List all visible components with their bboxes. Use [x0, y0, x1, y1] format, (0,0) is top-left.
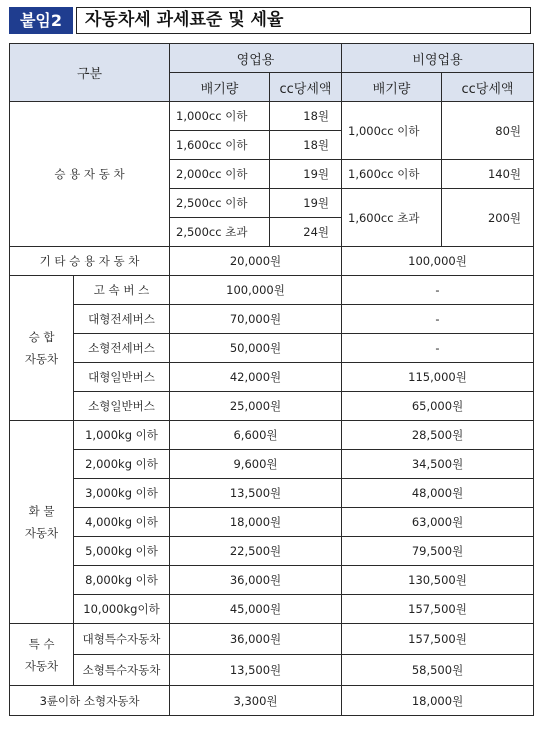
passenger-nonbusiness-tax: 200원 — [442, 189, 534, 247]
special-type: 소형특수자동차 — [74, 655, 170, 686]
tax-rate-table — [9, 43, 534, 716]
truck-nonbusiness: 34,500원 — [342, 450, 534, 479]
van-business: 100,000원 — [170, 276, 342, 305]
passenger-business-tax: 18원 — [270, 131, 342, 160]
title-bar — [9, 7, 531, 34]
truck-category-label — [10, 421, 74, 624]
table-row — [10, 305, 534, 334]
table-row — [10, 450, 534, 479]
other-passenger-nonbusiness: 100,000원 — [342, 247, 534, 276]
table-row — [10, 655, 534, 686]
special-label-line1: 특 수 — [28, 636, 55, 651]
table-row — [10, 537, 534, 566]
passenger-nonbusiness-tax: 140원 — [442, 160, 534, 189]
table-row — [10, 595, 534, 624]
truck-label-line1: 화 물 — [28, 504, 55, 518]
passenger-business-tax: 18원 — [270, 102, 342, 131]
van-nonbusiness: 115,000원 — [342, 363, 534, 392]
passenger-business-tax: 19원 — [270, 160, 342, 189]
title-box — [76, 7, 531, 34]
passenger-business-displacement: 2,500cc 이하 — [170, 189, 270, 218]
header-business-tax-per-cc: cc당세액 — [270, 73, 342, 102]
header-business-displacement: 배기량 — [170, 73, 270, 102]
truck-type: 10,000kg이하 — [74, 595, 170, 624]
van-nonbusiness: 65,000원 — [342, 392, 534, 421]
table-row — [10, 363, 534, 392]
van-nonbusiness: - — [342, 334, 534, 363]
special-label-line2: 자동차 — [24, 658, 59, 673]
passenger-business-tax: 19원 — [270, 189, 342, 218]
three-wheel-label: 3륜이하 소형자동차 — [10, 686, 170, 716]
special-type: 대형특수자동차 — [74, 624, 170, 655]
van-business: 25,000원 — [170, 392, 342, 421]
truck-label-line2: 자동차 — [24, 526, 59, 540]
passenger-nonbusiness-displacement: 1,600cc 초과 — [342, 189, 442, 247]
header-nonbusiness: 비영업용 — [342, 44, 534, 73]
attachment-badge: 붙임2 — [9, 7, 73, 34]
special-category-label — [10, 624, 74, 686]
header-category: 구분 — [10, 44, 170, 102]
table-row — [10, 102, 534, 131]
special-nonbusiness: 58,500원 — [342, 655, 534, 686]
van-type: 고 속 버 스 — [74, 276, 170, 305]
header-nonbusiness-tax-per-cc: cc당세액 — [442, 73, 534, 102]
table-row — [10, 479, 534, 508]
truck-type: 1,000kg 이하 — [74, 421, 170, 450]
truck-business: 22,500원 — [170, 537, 342, 566]
van-label-line1: 승 합 — [28, 330, 55, 344]
van-business: 42,000원 — [170, 363, 342, 392]
van-type: 소형전세버스 — [74, 334, 170, 363]
truck-type: 5,000kg 이하 — [74, 537, 170, 566]
table-row — [10, 624, 534, 655]
van-nonbusiness: - — [342, 305, 534, 334]
table-row — [10, 334, 534, 363]
truck-nonbusiness: 48,000원 — [342, 479, 534, 508]
truck-nonbusiness: 79,500원 — [342, 537, 534, 566]
table-row — [10, 686, 534, 716]
other-passenger-business: 20,000원 — [170, 247, 342, 276]
passenger-business-tax: 24원 — [270, 218, 342, 247]
passenger-business-displacement: 2,000cc 이하 — [170, 160, 270, 189]
truck-type: 8,000kg 이하 — [74, 566, 170, 595]
truck-business: 36,000원 — [170, 566, 342, 595]
special-business: 36,000원 — [170, 624, 342, 655]
truck-nonbusiness: 28,500원 — [342, 421, 534, 450]
three-wheel-business: 3,300원 — [170, 686, 342, 716]
table-row — [10, 276, 534, 305]
table-row — [10, 508, 534, 537]
header-nonbusiness-displacement: 배기량 — [342, 73, 442, 102]
page-title: 자동차세 과세표준 및 세율 — [85, 10, 284, 30]
truck-type: 2,000kg 이하 — [74, 450, 170, 479]
truck-business: 9,600원 — [170, 450, 342, 479]
table-row — [10, 421, 534, 450]
passenger-business-displacement: 1,000cc 이하 — [170, 102, 270, 131]
van-label-line2: 자동차 — [24, 352, 59, 366]
truck-nonbusiness: 130,500원 — [342, 566, 534, 595]
header-business: 영업용 — [170, 44, 342, 73]
truck-business: 45,000원 — [170, 595, 342, 624]
truck-type: 4,000kg 이하 — [74, 508, 170, 537]
truck-nonbusiness: 157,500원 — [342, 595, 534, 624]
table-row — [10, 392, 534, 421]
van-business: 70,000원 — [170, 305, 342, 334]
passenger-business-displacement: 1,600cc 이하 — [170, 131, 270, 160]
passenger-nonbusiness-displacement: 1,000cc 이하 — [342, 102, 442, 160]
special-business: 13,500원 — [170, 655, 342, 686]
table-row — [10, 247, 534, 276]
truck-business: 13,500원 — [170, 479, 342, 508]
van-business: 50,000원 — [170, 334, 342, 363]
passenger-nonbusiness-tax: 80원 — [442, 102, 534, 160]
three-wheel-nonbusiness: 18,000원 — [342, 686, 534, 716]
van-type: 대형전세버스 — [74, 305, 170, 334]
van-type: 대형일반버스 — [74, 363, 170, 392]
passenger-nonbusiness-displacement: 1,600cc 이하 — [342, 160, 442, 189]
truck-type: 3,000kg 이하 — [74, 479, 170, 508]
truck-business: 18,000원 — [170, 508, 342, 537]
truck-business: 6,600원 — [170, 421, 342, 450]
special-nonbusiness: 157,500원 — [342, 624, 534, 655]
passenger-business-displacement: 2,500cc 초과 — [170, 218, 270, 247]
van-type: 소형일반버스 — [74, 392, 170, 421]
truck-nonbusiness: 63,000원 — [342, 508, 534, 537]
van-nonbusiness: - — [342, 276, 534, 305]
van-category-label — [10, 276, 74, 421]
passenger-car-label: 승 용 자 동 차 — [10, 102, 170, 247]
table-row — [10, 566, 534, 595]
other-passenger-label: 기 타 승 용 자 동 차 — [10, 247, 170, 276]
